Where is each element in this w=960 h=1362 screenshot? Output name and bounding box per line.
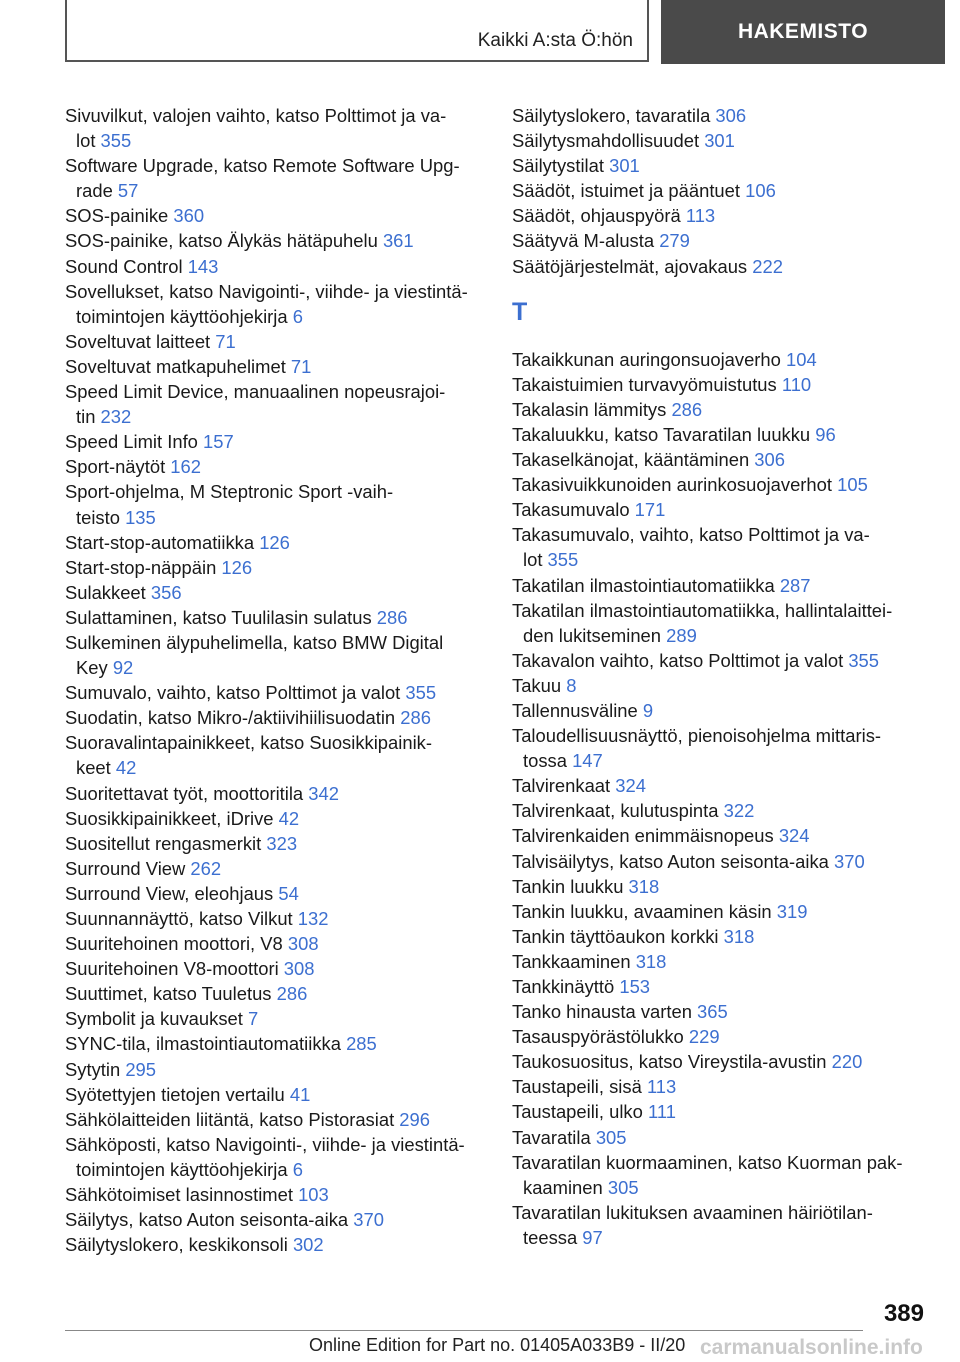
index-entry [65,379,485,429]
index-entry [65,881,485,906]
index-term: Tavaratilan lukituksen avaaminen häiriötilan- teessa [512,1201,873,1248]
index-term: Software Upgrade, katso Remote Software Upg- rade [65,155,460,202]
index-entry [512,254,932,279]
index-entry [512,899,932,924]
index-entry [512,924,932,949]
index-term: Säätöjärjestelmät, ajovakaus [512,255,753,277]
page-reference-link[interactable]: 126 [221,556,253,578]
page-reference-link[interactable]: 285 [346,1033,377,1055]
index-entry [512,103,932,128]
index-term: Speed Limit Device, manuaalinen nopeusrajoi- tin [65,381,446,428]
index-term: Suositellut rengasmerkit [65,832,267,854]
index-entry [512,949,932,974]
page-reference-link[interactable]: 296 [399,1108,430,1130]
index-entry [512,1200,932,1250]
page-reference-link[interactable]: 135 [125,506,156,528]
page-reference-link[interactable]: 301 [704,130,735,152]
page-reference-link[interactable]: 92 [112,657,134,679]
page-reference-link[interactable]: 105 [837,474,868,496]
index-entry [65,479,485,529]
page-reference-link[interactable]: 305 [607,1176,639,1198]
index-entry [512,723,932,773]
index-entry [512,522,932,572]
index-term: Suuttimet, katso Tuuletus [65,983,277,1005]
page-reference-link[interactable]: 355 [547,549,579,571]
index-entry [65,856,485,881]
index-term: Sound Control [65,255,188,277]
page-reference-link[interactable]: 324 [778,825,810,847]
index-term: Talvirenkaiden enimmäisnopeus [512,825,779,847]
index-entry [512,1074,932,1099]
index-entry [512,397,932,422]
page-reference-link[interactable]: 289 [666,624,697,646]
index-term: Tallennusväline [512,699,643,721]
page-reference-link[interactable]: 306 [754,449,785,471]
index-term: Takasivuikkunoiden aurinkosuojaverhot [512,474,838,496]
index-entry [512,347,932,372]
index-term: Säilytyslokero, keskikonsoli [65,1234,293,1256]
index-column-right [512,103,932,1250]
page-reference-link[interactable]: 355 [405,682,437,704]
page-reference-link[interactable]: 41 [289,1083,311,1105]
index-entry [65,429,485,454]
index-term: Talvisäilytys, katso Auton seisonta-aika [512,850,834,872]
page-reference-link[interactable]: 355 [848,649,879,671]
page-reference-link[interactable]: 97 [582,1226,603,1248]
index-term: Sovellukset, katso Navigointi-, viihde- ja viestintä- toimintojen käyttöohjekirja [65,280,468,327]
index-term: Soveltuvat matkapuhelimet [65,355,291,377]
page-reference-link[interactable]: 356 [150,581,182,603]
index-term: Takaikkunan auringonsuojaverho [512,348,786,370]
index-term: Sähkötoimiset lasinnostimet [65,1184,299,1206]
index-entry [65,781,485,806]
index-term: Suosikkipainikkeet, iDrive [65,807,279,829]
index-entry [65,956,485,981]
index-entry [512,447,932,472]
index-term: Säilytys, katso Auton seisonta-aika [65,1209,354,1231]
page-reference-link[interactable]: 262 [190,857,222,879]
page-reference-link[interactable]: 308 [283,958,315,980]
index-entry [65,228,485,253]
index-term: Surround View [65,857,191,879]
page-reference-link[interactable]: 232 [100,406,132,428]
index-term: Suodatin, katso Mikro-/aktiivihiilisuodatin [65,707,401,729]
index-term: Sivuvilkut, valojen vaihto, katso Polttimot ja va- lot [65,105,447,152]
page-reference-link[interactable]: 71 [215,330,236,352]
page-reference-link[interactable]: 96 [815,423,836,445]
index-entry [512,999,932,1024]
index-entry [512,573,932,598]
index-entry [65,254,485,279]
page-reference-link[interactable]: 302 [292,1234,324,1256]
index-entry [512,1099,932,1124]
index-term: Surround View, eleohjaus [65,882,279,904]
page-reference-link[interactable]: 171 [634,499,666,521]
index-term: Suuritehoinen V8-moottori [65,958,284,980]
page-reference-link[interactable]: 295 [125,1058,156,1080]
page-number: 389 [883,1300,924,1327]
page-reference-link[interactable]: 301 [609,155,640,177]
index-entry [65,279,485,329]
index-entry [65,580,485,605]
index-term: Sähkölaitteiden liitäntä, katso Pistorasiat [65,1108,400,1130]
page-reference-link[interactable]: 110 [781,373,812,395]
index-entry [512,203,932,228]
page-reference-link[interactable]: 370 [353,1209,384,1231]
index-entry [512,1049,932,1074]
page-reference-link[interactable]: 220 [831,1051,863,1073]
index-entry [65,1232,485,1257]
page-reference-link[interactable]: 365 [697,1001,728,1023]
page-reference-link[interactable]: 126 [259,531,290,553]
index-entry [512,372,932,397]
index-entry [65,203,485,228]
index-entry [65,1132,485,1182]
index-entry [65,103,485,153]
page-reference-link[interactable]: 319 [776,900,808,922]
index-entry [512,1125,932,1150]
index-entry [65,605,485,630]
index-term: Sulkeminen älypuhelimella, katso BMW Digital Key [65,631,444,679]
index-entry [65,831,485,856]
index-term: Taustapeili, sisä [512,1076,647,1098]
index-term: Sumuvalo, vaihto, katso Polttimot ja valot [65,682,406,704]
index-term: Symbolit ja kuvaukset [65,1008,248,1030]
index-entry [512,648,932,673]
index-entry [65,680,485,705]
index-term: Säilytystilat [512,155,610,177]
index-term: Säilytyslokero, tavaratila [512,105,716,126]
index-entry [512,598,932,648]
index-term: Takalasin lämmitys [512,398,672,420]
page-reference-link[interactable]: 318 [723,925,755,947]
page-reference-link[interactable]: 71 [290,355,312,377]
index-entry [512,497,932,522]
index-entry [65,981,485,1006]
index-entry [65,1057,485,1082]
index-entry [512,128,932,153]
index-term: Taloudellisuusnäyttö, pienoisohjelma mittaris- tossa [512,725,882,772]
index-term: Tankin luukku, avaaminen käsin [512,900,777,922]
page-reference-link[interactable]: 111 [647,1101,676,1123]
page-reference-link[interactable]: 57 [117,180,139,202]
page-reference-link[interactable]: 342 [308,782,339,804]
index-entry [512,1150,932,1200]
index-tab: HAKEMISTO [661,0,945,64]
page-reference-link[interactable]: 286 [671,398,703,420]
index-entry [65,806,485,831]
page-reference-link[interactable]: 113 [646,1076,677,1098]
index-entry [65,906,485,931]
index-term: Säilytysmahdollisuudet [512,130,705,152]
page-reference-link[interactable]: 6 [292,305,303,327]
index-entry [512,472,932,497]
index-term: Start-stop-näppäin [65,556,222,578]
index-entry [65,1207,485,1232]
index-term: Suuritehoinen moottori, V8 [65,933,288,955]
page-reference-link[interactable]: 42 [115,757,137,779]
index-term: Tankkinäyttö [512,976,620,997]
index-term: Takasumuvalo [512,499,635,521]
index-entry [65,931,485,956]
page-reference-link[interactable]: 322 [723,800,755,822]
page-reference-link[interactable]: 355 [100,130,132,152]
index-entry [512,228,932,253]
footer-divider [65,1330,863,1331]
page-reference-link[interactable]: 147 [572,750,603,772]
index-term: Takaluukku, katso Tavaratilan luukku [512,423,816,445]
page-reference-link[interactable]: 229 [688,1026,720,1048]
page-reference-link[interactable]: 8 [566,674,577,696]
page-reference-link[interactable]: 305 [595,1126,627,1148]
index-entry [65,354,485,379]
index-term: Syötettyjen tietojen vertailu [65,1083,290,1105]
section-title: Kaikki A:sta Ö:hön [477,30,633,51]
page-reference-link[interactable]: 323 [266,832,298,854]
index-term: Säätyvä M-alusta [512,230,660,252]
index-column-left [65,103,485,1257]
index-term: Suoravalintapainikkeet, katso Suosikkipainik- keet [65,732,432,779]
page-reference-link[interactable]: 286 [276,983,308,1005]
index-term: Tankin luukku [512,875,629,897]
index-entry [512,798,932,823]
page-reference-link[interactable]: 162 [170,456,201,478]
watermark: carmanualsonline.info [700,1336,923,1359]
index-term: Sähköposti, katso Navigointi-, viihde- ja viestintä- toimintojen käyttöohjekirja [65,1133,465,1180]
page-reference-link[interactable]: 104 [786,348,817,370]
index-term: Start-stop-automatiikka [65,531,260,553]
index-term: Talvirenkaat [512,775,616,797]
index-entry [512,178,932,203]
index-term: Takaselkänojat, kääntäminen [512,449,755,471]
index-group-t [512,347,932,1250]
index-term: Sport-näytöt [65,456,171,478]
index-entry [512,1024,932,1049]
index-entry [512,773,932,798]
page-reference-link[interactable]: 113 [685,205,716,227]
index-entry [65,454,485,479]
index-entry [512,974,932,999]
index-term: SOS-painike, katso Älykäs hätäpuhelu [65,230,383,252]
page-reference-link[interactable]: 361 [382,230,414,252]
index-entry [65,1107,485,1132]
page-reference-link[interactable]: 318 [628,875,660,897]
index-term: Takuu [512,674,567,696]
page-reference-link[interactable]: 279 [659,230,690,252]
page-reference-link[interactable]: 106 [745,180,776,202]
index-term: Takatilan ilmastointiautomatiikka, hallintalaittei- den lukitseminen [512,599,893,646]
index-term: Tanko hinausta varten [512,1001,698,1023]
section-letter-heading: T [512,297,528,326]
index-term: Takasumuvalo, vaihto, katso Polttimot ja va- lot [512,524,870,571]
index-term: SOS-painike [65,205,174,227]
index-entry [65,1182,485,1207]
index-group-s-continued [512,103,932,279]
index-entry [65,730,485,780]
index-term: Takavalon vaihto, katso Polttimot ja valot [512,649,849,671]
index-entry [512,673,932,698]
index-entry [65,630,485,680]
index-entry [65,1006,485,1031]
index-entry [512,153,932,178]
index-entry [512,823,932,848]
index-term: Tasauspyörästölukko [512,1026,689,1048]
index-term: Taustapeili, ulko [512,1101,648,1123]
index-term: Speed Limit Info [65,431,204,453]
page-reference-link[interactable]: 103 [298,1184,329,1206]
page-reference-link[interactable]: 42 [278,807,300,829]
header-section-box [65,0,649,62]
index-term: SYNC-tila, ilmastointiautomatiikka [65,1033,347,1055]
page-reference-link[interactable]: 7 [247,1008,259,1030]
footer-edition: Online Edition for Part no. 01405A033B9 - II/20 [309,1335,686,1355]
index-term: Tavaratilan kuormaaminen, katso Kuorman pak- kaaminen [512,1151,903,1198]
index-entry [65,530,485,555]
index-term: Tankkaaminen [512,950,636,972]
page-reference-link[interactable]: 222 [752,255,783,277]
index-term: Tavaratila [512,1126,596,1148]
index-term: Säädöt, istuimet ja pääntuet [512,180,746,202]
index-term: Sytytin [65,1058,126,1080]
page-reference-link[interactable]: 157 [203,431,234,453]
page-reference-link[interactable]: 6 [292,1158,303,1180]
index-term: Taukosuositus, katso Vireystila-avustin [512,1051,832,1073]
index-entry [512,698,932,723]
index-term: Suoritettavat työt, moottoritila [65,782,309,804]
page-reference-link[interactable]: 370 [834,850,865,872]
index-entry [65,705,485,730]
page-reference-link[interactable]: 286 [376,606,408,628]
index-term: Suunnannäyttö, katso Vilkut [65,908,298,929]
index-entry [512,422,932,447]
page-reference-link[interactable]: 324 [615,775,646,797]
index-term: Talvirenkaat, kulutuspinta [512,800,724,822]
page-reference-link[interactable]: 306 [715,105,747,126]
index-term: Sulakkeet [65,581,151,603]
index-term: Sulattaminen, katso Tuulilasin sulatus [65,606,377,628]
page-reference-link[interactable]: 143 [187,255,219,277]
page-reference-link[interactable]: 9 [642,699,654,721]
page-reference-link[interactable]: 132 [297,908,329,929]
page-reference-link[interactable]: 318 [635,950,667,972]
index-term: Takaistuimien turvavyömuistutus [512,373,782,395]
page-reference-link[interactable]: 308 [287,933,319,955]
index-term: Takatilan ilmastointiautomatiikka [512,574,780,596]
index-term: Soveltuvat laitteet [65,330,216,352]
page-reference-link[interactable]: 54 [278,882,299,904]
index-entry [65,1082,485,1107]
index-entry [512,874,932,899]
index-term: Säädöt, ohjauspyörä [512,205,686,227]
index-entry [65,153,485,203]
index-entry [65,555,485,580]
index-entry [65,1031,485,1056]
page-reference-link[interactable]: 153 [619,976,651,997]
index-entry [65,329,485,354]
index-entry [512,849,932,874]
page-reference-link[interactable]: 360 [173,205,205,227]
page-reference-link[interactable]: 287 [779,574,811,596]
page-reference-link[interactable]: 286 [400,707,431,729]
index-term: Tankin täyttöaukon korkki [512,925,724,947]
index-term: Sport-ohjelma, M Steptronic Sport -vaih- teisto [65,481,394,528]
